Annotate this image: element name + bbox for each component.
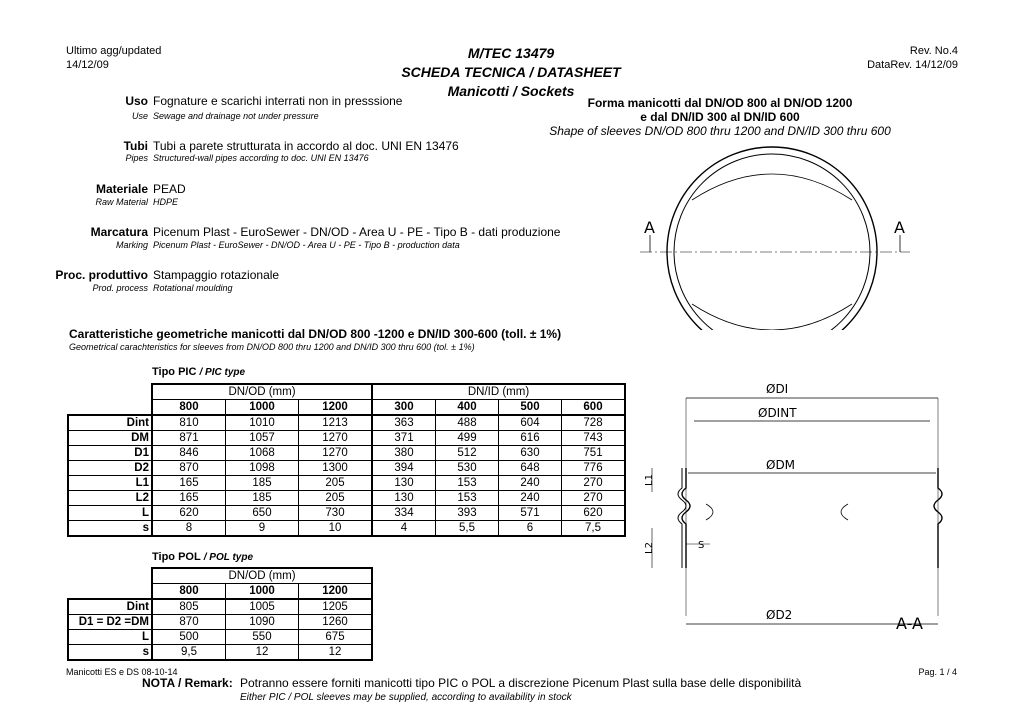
pic-col: 800 bbox=[152, 400, 226, 416]
cell: 604 bbox=[499, 415, 562, 431]
cell: 630 bbox=[499, 446, 562, 461]
shape-line-en: Shape of sleeves DN/OD 800 thru 1200 and DN/ID 300 thru 600 bbox=[549, 124, 891, 138]
spec-value-en: HDPE bbox=[153, 197, 179, 207]
dim-s-label: S bbox=[698, 540, 705, 551]
cell: 7,5 bbox=[562, 521, 626, 537]
cell: 12 bbox=[226, 645, 299, 661]
cell: 650 bbox=[226, 506, 299, 521]
cell: 499 bbox=[436, 431, 499, 446]
cell: 10 bbox=[299, 521, 373, 537]
cell: 393 bbox=[436, 506, 499, 521]
table-row bbox=[68, 506, 625, 521]
cell: 240 bbox=[499, 491, 562, 506]
table-row bbox=[68, 476, 625, 491]
pic-col: 500 bbox=[499, 400, 562, 416]
spec-label: Materiale bbox=[95, 182, 148, 196]
cell: 165 bbox=[152, 476, 226, 491]
spec-value-en: Rotational moulding bbox=[153, 283, 233, 293]
pic-col: 1200 bbox=[299, 400, 373, 416]
cell: 270 bbox=[562, 476, 626, 491]
row-label: D2 bbox=[68, 461, 152, 476]
cell: 805 bbox=[152, 599, 226, 615]
pic-corner bbox=[68, 384, 152, 400]
cell: 743 bbox=[562, 431, 626, 446]
cell: 9 bbox=[226, 521, 299, 537]
cell: 846 bbox=[152, 446, 226, 461]
spec-value-en: Sewage and drainage not under pressure bbox=[153, 111, 319, 121]
table-row bbox=[68, 521, 625, 537]
pol-type-en: / POL type bbox=[203, 552, 254, 563]
pol-cols-row bbox=[68, 584, 372, 600]
table-row bbox=[68, 599, 372, 615]
cell: 4 bbox=[372, 521, 436, 537]
cell: 871 bbox=[152, 431, 226, 446]
cell: 185 bbox=[226, 491, 299, 506]
table-row bbox=[68, 491, 625, 506]
footer-doc-ref: Manicotti ES e DS 08-10-14 bbox=[66, 667, 178, 677]
row-label: L2 bbox=[68, 491, 152, 506]
center-stop-right bbox=[841, 504, 848, 520]
spec-value: Stampaggio rotazionale bbox=[153, 268, 280, 282]
cell: 620 bbox=[152, 506, 226, 521]
spec-label-en: Marking bbox=[115, 240, 148, 250]
cell: 675 bbox=[299, 630, 373, 645]
spec-label: Tubi bbox=[123, 139, 148, 153]
row-label: Dint bbox=[68, 599, 152, 615]
cell: 5,5 bbox=[436, 521, 499, 537]
cell: 1213 bbox=[299, 415, 373, 431]
pol-table bbox=[67, 567, 373, 661]
pol-corner bbox=[68, 584, 152, 600]
cell: 334 bbox=[372, 506, 436, 521]
cell: 1098 bbox=[226, 461, 299, 476]
cell: 380 bbox=[372, 446, 436, 461]
dim-l2-label: L2 bbox=[644, 542, 655, 554]
cell: 728 bbox=[562, 415, 626, 431]
spec-label: Proc. produttivo bbox=[55, 268, 148, 282]
cell: 1090 bbox=[226, 615, 299, 630]
cell: 1205 bbox=[299, 599, 373, 615]
cell: 153 bbox=[436, 491, 499, 506]
pic-type-label bbox=[152, 366, 245, 378]
cell: 620 bbox=[562, 506, 626, 521]
cell: 512 bbox=[436, 446, 499, 461]
pol-col: 800 bbox=[152, 584, 226, 600]
cell: 1260 bbox=[299, 615, 373, 630]
cell: 571 bbox=[499, 506, 562, 521]
pol-group-row bbox=[68, 568, 372, 584]
cell: 810 bbox=[152, 415, 226, 431]
cell: 616 bbox=[499, 431, 562, 446]
row-label: s bbox=[68, 645, 152, 661]
data-rev: DataRev. 14/12/09 bbox=[867, 59, 958, 71]
table-row bbox=[68, 615, 372, 630]
table-row bbox=[68, 645, 372, 661]
geometry-title-en: Geometrical carachteristics for sleeves from DN/OD 800 thru 1200 and DN/ID 300 thru 600 (tol. ± 1%) bbox=[69, 342, 475, 352]
shape-line2: e dal DN/ID 300 al DN/ID 600 bbox=[640, 110, 800, 124]
rev-number: Rev. No.4 bbox=[909, 45, 958, 57]
row-label: D1 bbox=[68, 446, 152, 461]
cell: 1010 bbox=[226, 415, 299, 431]
center-stop-left bbox=[706, 504, 713, 520]
pol-corner bbox=[68, 568, 152, 584]
cell: 8 bbox=[152, 521, 226, 537]
doc-code: M/TEC 13479 bbox=[467, 45, 555, 61]
cell: 1057 bbox=[226, 431, 299, 446]
sleeve-front-drawing bbox=[630, 140, 930, 330]
outer-ring bbox=[667, 147, 877, 330]
cell: 776 bbox=[562, 461, 626, 476]
pol-group-od: DN/OD (mm) bbox=[152, 568, 372, 584]
cell: 130 bbox=[372, 491, 436, 506]
spec-value: Fognature e scarichi interrati non in presssione bbox=[153, 94, 403, 108]
inner-contour bbox=[692, 174, 852, 200]
pol-col: 1000 bbox=[226, 584, 299, 600]
pic-col: 1000 bbox=[226, 400, 299, 416]
table-row bbox=[68, 415, 625, 431]
note-label: NOTA / Remark: bbox=[142, 676, 233, 690]
pic-col: 300 bbox=[372, 400, 436, 416]
footer-page: Pag. 1 / 4 bbox=[918, 667, 957, 677]
row-label: L bbox=[68, 506, 152, 521]
cell: 153 bbox=[436, 476, 499, 491]
note-text-en: Either PIC / POL sleeves may be supplied, according to availability in stock bbox=[240, 692, 572, 703]
pic-col: 600 bbox=[562, 400, 626, 416]
dim-di-label: ØDI bbox=[766, 382, 789, 396]
cell: 371 bbox=[372, 431, 436, 446]
doc-subtitle: Manicotti / Sockets bbox=[447, 83, 575, 99]
inner-contour bbox=[692, 304, 852, 330]
section-a-left: A bbox=[644, 218, 655, 237]
cell: 730 bbox=[299, 506, 373, 521]
pic-type-en: / PIC type bbox=[199, 367, 246, 378]
doc-title: SCHEDA TECNICA / DATASHEET bbox=[401, 64, 621, 80]
cell: 12 bbox=[299, 645, 373, 661]
cell: 165 bbox=[152, 491, 226, 506]
row-label: Dint bbox=[68, 415, 152, 431]
cell: 648 bbox=[499, 461, 562, 476]
table-row bbox=[68, 630, 372, 645]
updated-label: Ultimo agg/updated bbox=[66, 45, 162, 57]
cell: 870 bbox=[152, 615, 226, 630]
cell: 500 bbox=[152, 630, 226, 645]
cell: 205 bbox=[299, 491, 373, 506]
cell: 1068 bbox=[226, 446, 299, 461]
dim-d2-label: ØD2 bbox=[766, 608, 793, 622]
dim-l1-label: L1 bbox=[644, 474, 655, 486]
geometry-title: Caratteristiche geometriche manicotti dal DN/OD 800 -1200 e DN/ID 300-600 (toll. ± 1%) bbox=[69, 327, 562, 341]
shape-line1: Forma manicotti dal DN/OD 800 al DN/OD 1200 bbox=[587, 96, 853, 110]
cell: 870 bbox=[152, 461, 226, 476]
pol-type-label bbox=[152, 551, 253, 563]
pic-cols-row bbox=[68, 400, 625, 416]
pic-table bbox=[67, 383, 626, 537]
dim-dint-label: ØDINT bbox=[758, 406, 797, 420]
cell: 1270 bbox=[299, 446, 373, 461]
row-label: L1 bbox=[68, 476, 152, 491]
cell: 9,5 bbox=[152, 645, 226, 661]
table-row bbox=[68, 431, 625, 446]
pic-group-row bbox=[68, 384, 625, 400]
spec-label-en: Use bbox=[131, 111, 148, 121]
spec-value: Tubi a parete strutturata in accordo al doc. UNI EN 13476 bbox=[153, 139, 459, 153]
cell: 270 bbox=[562, 491, 626, 506]
cell: 240 bbox=[499, 476, 562, 491]
pic-group-od: DN/OD (mm) bbox=[152, 384, 372, 400]
spec-label: Marcatura bbox=[90, 225, 148, 239]
note-text: Potranno essere forniti manicotti tipo PIC o POL a discrezione Picenum Plast sulla base delle disponibilità bbox=[240, 676, 802, 690]
dim-dm-label: ØDM bbox=[766, 458, 796, 472]
table-row bbox=[68, 446, 625, 461]
cell: 363 bbox=[372, 415, 436, 431]
cell: 205 bbox=[299, 476, 373, 491]
pol-col: 1200 bbox=[299, 584, 373, 600]
pic-type-it: Tipo PIC bbox=[152, 366, 197, 378]
cell: 394 bbox=[372, 461, 436, 476]
cell: 6 bbox=[499, 521, 562, 537]
section-a-right: A bbox=[894, 218, 905, 237]
spec-value-en: Structured-wall pipes according to doc. UNI EN 13476 bbox=[153, 153, 369, 163]
cell: 751 bbox=[562, 446, 626, 461]
pol-type-it: Tipo POL bbox=[152, 551, 201, 563]
updated-date: 14/12/09 bbox=[66, 59, 109, 71]
cell: 530 bbox=[436, 461, 499, 476]
spec-label-en: Raw Material bbox=[95, 197, 148, 207]
spec-label-en: Pipes bbox=[125, 153, 148, 163]
inner-ring bbox=[674, 154, 870, 330]
cell: 1005 bbox=[226, 599, 299, 615]
spec-value-en: Picenum Plast - EuroSewer - DN/OD - Area U - PE - Tipo B - production data bbox=[153, 240, 460, 250]
pic-col: 400 bbox=[436, 400, 499, 416]
row-label: s bbox=[68, 521, 152, 537]
cell: 550 bbox=[226, 630, 299, 645]
spec-value: PEAD bbox=[153, 182, 186, 196]
spec-label: Uso bbox=[125, 94, 148, 108]
cell: 1270 bbox=[299, 431, 373, 446]
cell: 488 bbox=[436, 415, 499, 431]
pic-corner bbox=[68, 400, 152, 416]
sleeve-section-drawing bbox=[628, 376, 958, 646]
row-label: L bbox=[68, 630, 152, 645]
cell: 130 bbox=[372, 476, 436, 491]
cell: 1300 bbox=[299, 461, 373, 476]
section-aa-label: A-A bbox=[896, 614, 923, 633]
pic-group-id: DN/ID (mm) bbox=[372, 384, 625, 400]
table-row bbox=[68, 461, 625, 476]
cell: 185 bbox=[226, 476, 299, 491]
spec-value: Picenum Plast - EuroSewer - DN/OD - Area U - PE - Tipo B - dati produzione bbox=[153, 225, 561, 239]
row-label: DM bbox=[68, 431, 152, 446]
spec-label-en: Prod. process bbox=[92, 283, 148, 293]
row-label: D1 = D2 =DM bbox=[68, 615, 152, 630]
